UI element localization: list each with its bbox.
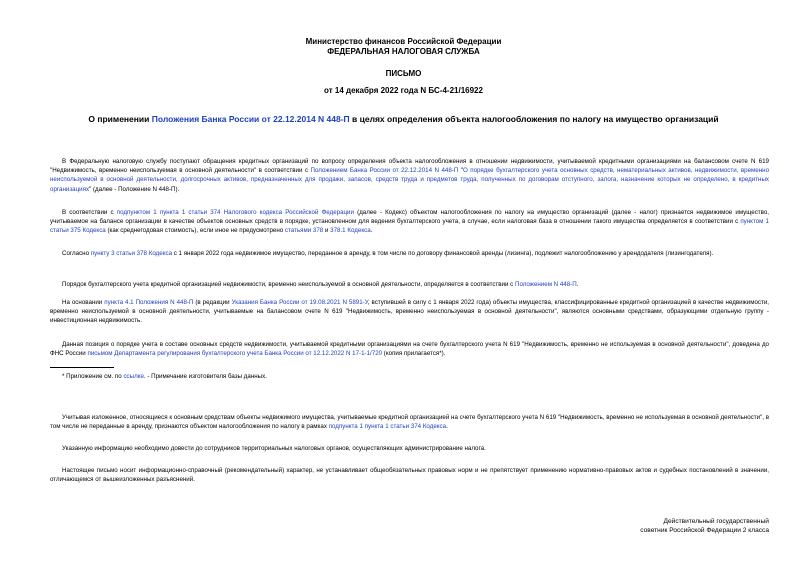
code-link[interactable]: Кодекса <box>148 250 173 257</box>
regulation-title-link[interactable]: О порядке бухгалтерского учета основных средств, нематериальных активов, недвижимости, временно неиспользуемой в основной деятельности, долгосрочных активов, предназначенных для продажи, запасов, средств труда и предметов труда, полученных по договорам отступного, залога, назначение которых не определено, в кредитных организациях <box>50 167 770 193</box>
regulation-448p-link[interactable]: Положением N 448-П <box>515 281 577 288</box>
paragraph-1 <box>50 157 769 194</box>
title-text: О применении <box>88 114 152 124</box>
text: с 1 января 2022 года недвижимое имущество, переданное в аренду, в том числе по договору финансовой аренды (лизинга), подлежит налогообложению у арендодателя (лизингодателя). <box>172 250 714 257</box>
paragraph-3 <box>50 249 769 258</box>
text: Учитывая изложенное, относящиеся к основным средствам объекты недвижимого имущества, учитываемые кредитной организацией на счете бухгалтерского учета N 619 "Недвижимость, временно не используемая в основной деятельности", в том числе не переданные в аренду, признаются объектом налогообложения по налогу в рамках <box>50 414 769 431</box>
text: . <box>370 227 373 235</box>
title-regulation-link[interactable]: Положения Банка России от 22.12.2014 N 448-П <box>151 114 350 124</box>
header-block <box>0 37 807 57</box>
text: Данная позиция о порядке учета в составе основных средств недвижимости, учитываемой кредитными организациями на счете бухгалтерского учета N 619 "Недвижимость, временно не используемая в основной деятельности", доведена до ФНС России <box>50 341 769 358</box>
paragraph-6 <box>50 340 769 358</box>
text: . <box>576 281 579 288</box>
point-4-1-link[interactable]: пункта 4.1 Положения N 448-П <box>104 299 194 306</box>
ministry-name: Министерство финансов Российской Федерации <box>305 37 502 46</box>
text: * Приложение см. по <box>62 373 124 380</box>
text: . <box>446 423 448 431</box>
signature-line-2: советник Российской Федерации 2 класса <box>640 527 769 534</box>
text: На основании <box>62 299 105 306</box>
code-link[interactable]: Кодекса <box>82 227 106 235</box>
doc-date-number: от 14 декабря 2022 года N БС-4-21/16922 <box>324 86 483 95</box>
appendix-link[interactable]: ссылке <box>123 373 144 380</box>
article-374-link[interactable]: подпункта 1 пункта 1 статьи 374 <box>328 423 422 431</box>
article-374-link[interactable]: подпунктом 1 пункта 1 статьи 374 <box>116 209 221 216</box>
text: Согласно <box>62 250 91 257</box>
text: и <box>323 227 331 235</box>
text: " <box>458 167 463 175</box>
paragraph-7 <box>50 413 769 431</box>
text: . - Примечание изготовителя базы данных. <box>143 373 267 380</box>
document-title <box>60 114 747 125</box>
paragraph-2 <box>50 208 769 236</box>
article-378-link[interactable]: статьями 378 <box>284 227 324 235</box>
article-375-link[interactable]: пунктом 1 статьи 375 <box>50 218 769 235</box>
paragraph-5 <box>50 298 769 326</box>
text: (далее - Кодекс) объектом налогообложения по налогу на имущество организаций (далее - налог) признается недвижимое имущество, учитываемое на балансе организации в качестве объектов основных средств в порядке, установленном для ведения бухгалтерского учета, в случае, если налоговая база в отношении такого имущества определяется в соответствии с <box>50 209 770 226</box>
title-text: в целях определения объекта налогообложения по налогу на имущество организаций <box>349 114 719 124</box>
text: (копия прилагается*). <box>382 350 446 358</box>
doc-type: ПИСЬМО <box>385 69 422 78</box>
text: (в редакции <box>193 299 232 306</box>
code-link[interactable]: Кодекса <box>347 227 371 235</box>
text: Порядок бухгалтерского учета кредитной организацией недвижимости, временно неиспользуемой в основной деятельности, определяется в соответствии с <box>62 281 515 288</box>
tax-code-link[interactable]: Налогового кодекса Российской Федерации <box>223 209 354 216</box>
text: (как среднегодовая стоимость), если иное не предусмотрено <box>105 227 285 235</box>
paragraph-4 <box>50 280 769 289</box>
signature-line-1: Действительный государственный <box>663 518 769 525</box>
article-378-p3-link[interactable]: пункту 3 статьи 378 <box>90 250 147 257</box>
footnote <box>50 372 769 381</box>
text: , вступившей в силу с 1 января 2022 года) объекты имущества, классифицированные кредитной организацией в качестве недвижимости, временно неиспользуемой в основной деятельности, учитываемые на балансовом счете N 619 "Недвижимость, временно неиспользуемая в основной деятельности", являются основными средствами, образующими отдельную группу - инвестиционная недвижимость. <box>50 299 770 325</box>
text: В Федеральную налоговую службу поступают обращения кредитных организаций по вопросу определения объекта налогообложения в отношении недвижимости, учитываемой кредитными организациями на балансовом счете N 619 "Недвижимость, временно неиспользуемая в основной деятельности" в соответствии с <box>50 158 769 175</box>
article-378-1-link[interactable]: 378.1 <box>330 227 346 235</box>
footnote-divider <box>50 367 114 368</box>
text: " (далее - Положение N 448-П). <box>89 185 180 193</box>
bank-letter-link[interactable]: письмом Департамента регулирования бухгалтерского учета Банка России от 12.12.2022 N 17-1-1/720 <box>87 350 383 358</box>
regulation-448p-link[interactable]: Положением Банка России от 22.12.2014 N 448-П <box>310 167 459 175</box>
code-link[interactable]: Кодекса <box>422 423 447 431</box>
paragraph-9: Настоящее письмо носит информационно-справочный (рекомендательный) характер, не устанавливает общеобязательных правовых норм и не препятствует применению нормативно-правовых актов и судебных постановлений в значении, отличающемся от вышеизложенных разъяснений. <box>50 467 769 484</box>
signature-block <box>569 517 769 535</box>
paragraph-8: Указанную информацию необходимо довести до сотрудников территориальных налоговых органов, осуществляющих администрирование налога. <box>62 445 486 452</box>
service-name: ФЕДЕРАЛЬНАЯ НАЛОГОВАЯ СЛУЖБА <box>327 47 480 56</box>
text: В соответствии с <box>62 209 117 216</box>
directive-5891u-link[interactable]: Указания Банка России от 19.08.2021 N 5891-У <box>231 299 368 306</box>
